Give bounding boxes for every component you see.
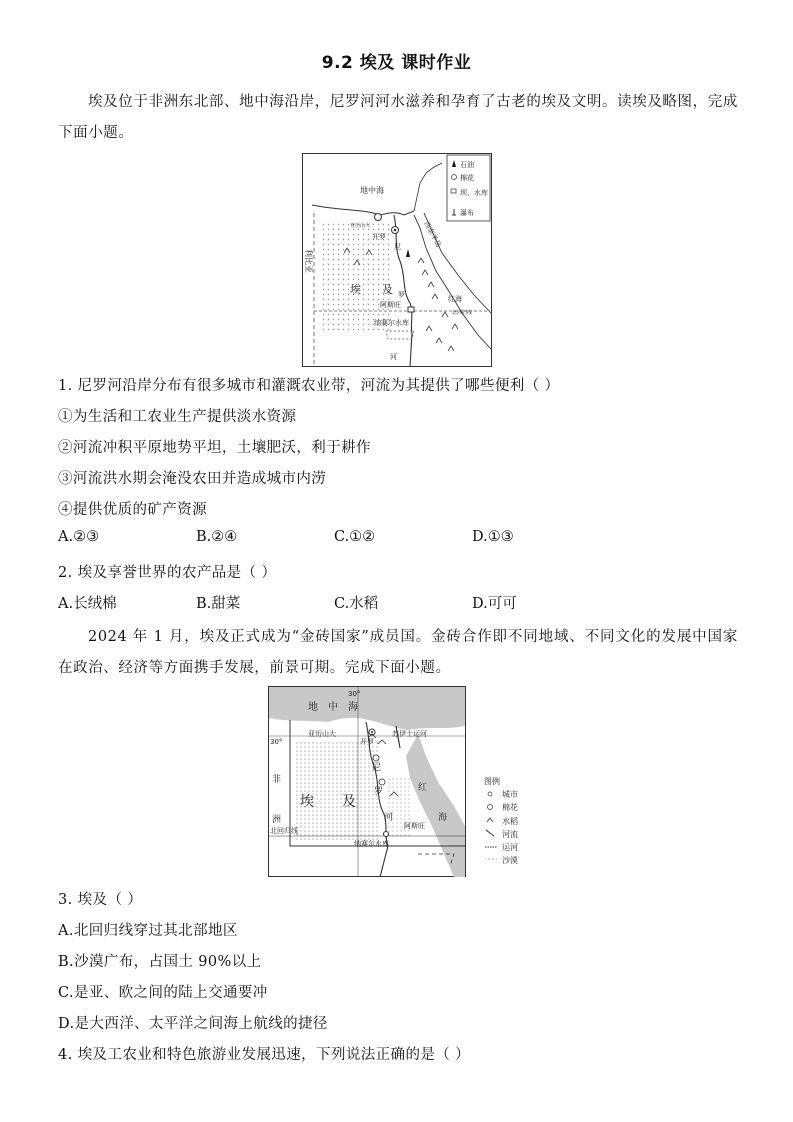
q1-option-a[interactable]: A.②③ (58, 529, 100, 545)
intro-paragraph-1: 埃及位于非洲东北部、地中海沿岸，尼罗河河水滋养和孕育了古老的埃及文明。读埃及略图，完成下面小题。 (58, 94, 738, 141)
map1-alex-label: 亚历山大 (350, 223, 371, 229)
map1-aswan-label: 阿斯旺 (380, 301, 401, 309)
q2-option-b[interactable]: B.甜菜 (196, 596, 241, 612)
map1-legend-dam: 坝、水库 (460, 189, 488, 197)
map1-nile-label-3: 河 (390, 353, 397, 361)
q1-item-2: ②河流冲积平原地势平坦，土壤肥沃，利于耕作 (58, 440, 371, 456)
map2-cairo-label: 开罗 (360, 738, 374, 746)
q3-stem: 3. 埃及（ ） (58, 892, 143, 908)
map2-redsea-label-1: 红 (418, 783, 428, 793)
egypt-map-1 (302, 153, 492, 367)
map2-legend-cotton: 棉花 (502, 803, 518, 812)
map2-nile-label-1: 尼 (372, 763, 382, 773)
q4-stem: 4. 埃及工农业和特色旅游业发展迅速，下列说法正确的是（ ） (58, 1047, 471, 1063)
map1-cairo-label: 开罗 (372, 233, 386, 241)
map2-legend-city: 城市 (502, 790, 518, 799)
q2-option-c[interactable]: C.水稻 (334, 596, 379, 612)
map1-legend-waterfall: 瀑布 (460, 209, 474, 217)
map1-redsea-label: 红海 (448, 295, 462, 303)
q3-option-b[interactable]: B.沙漠广布，占国土 90%以上 (58, 954, 262, 970)
map1-legend-oil: 石油 (460, 161, 474, 169)
map1-nasser-label: 纳赛尔水库 (374, 319, 409, 327)
map1-tropic-label: 北回归线 (452, 310, 473, 316)
map2-nile-label-3: 河 (384, 813, 394, 823)
map2-lon30-label: 30° (348, 690, 361, 698)
map1-nile-label-1: 尼 (394, 243, 401, 251)
map1-egypt-label-2: 及 (382, 283, 393, 296)
map2-legend-canal: 运河 (502, 843, 518, 852)
map2-egypt-label-1: 埃 (300, 794, 314, 810)
q2-option-d[interactable]: D.可可 (472, 596, 517, 612)
intro-paragraph-2: 2024 年 1 月，埃及正式成为“金砖国家”成员国。金砖合作即不同地域、不同文化的发展中国家在政治、经济等方面携手发展，前景可期。完成下面小题。 (58, 629, 738, 676)
map2-legend-title: 图例 (484, 777, 500, 786)
map1-nile-label-2: 罗 (398, 291, 405, 299)
q1-stem: 1. 尼罗河沿岸分布有很多城市和灌溉农业带，河流为其提供了哪些便利（ ） (58, 378, 560, 394)
map2-sea-label-3: 海 (348, 702, 358, 713)
map2-alex-label: 亚历山大 (308, 730, 336, 738)
map2-suez-label: 苏伊士运河 (392, 730, 427, 738)
q2-option-a[interactable]: A.长绒棉 (58, 596, 117, 612)
map1-sinai-label: 西奈半岛 (422, 220, 443, 249)
q3-option-a[interactable]: A.北回归线穿过其北部地区 (58, 923, 238, 939)
map2-sea-label-2: 中 (328, 702, 338, 713)
q1-item-3: ③河流洪水期会淹没农田并造成城市内涝 (58, 471, 327, 487)
map2-redsea-label-2: 海 (438, 813, 448, 823)
q1-option-d[interactable]: D.①③ (472, 529, 514, 545)
page-title: 9.2 埃及 课时作业 (321, 53, 472, 73)
map2-nasser-label: 纳赛尔水库 (354, 840, 389, 848)
map2-aswan-label: 阿斯旺 (404, 822, 425, 830)
q3-option-d[interactable]: D.是大西洋、太平洋之间海上航线的捷径 (58, 1016, 328, 1032)
map2-legend-river: 河流 (502, 830, 518, 839)
map2-legend-desert: 沙漠 (502, 856, 518, 865)
map2-sea-label-1: 地 (308, 702, 318, 713)
map2-africa-label-1: 非 (272, 775, 282, 785)
map1-libya-label: 利比亚 (304, 249, 313, 273)
map2-legend-rice: 水稻 (502, 817, 518, 826)
map2-africa-label-2: 洲 (272, 815, 282, 825)
q1-item-1: ①为生活和工农业生产提供淡水资源 (58, 409, 297, 425)
map2-tropic-label: 北回归线 (270, 827, 298, 835)
map2-nile-label-2: 罗 (374, 787, 384, 797)
q2-stem: 2. 埃及享誉世界的农产品是（ ） (58, 565, 277, 581)
q1-option-c[interactable]: C.①② (334, 529, 376, 545)
q1-option-b[interactable]: B.②④ (196, 529, 238, 545)
map1-egypt-label-1: 埃 (350, 283, 361, 296)
egypt-map-2 (268, 686, 528, 880)
map1-sea-label: 地中海 (360, 186, 384, 195)
map2-lat30-label: 30° (270, 738, 283, 746)
q3-option-c[interactable]: C.是亚、欧之间的陆上交通要冲 (58, 985, 268, 1001)
map2-egypt-label-2: 及 (342, 794, 356, 810)
map1-legend-cotton: 棉花 (460, 174, 474, 182)
q1-item-4: ④提供优质的矿产资源 (58, 502, 207, 518)
